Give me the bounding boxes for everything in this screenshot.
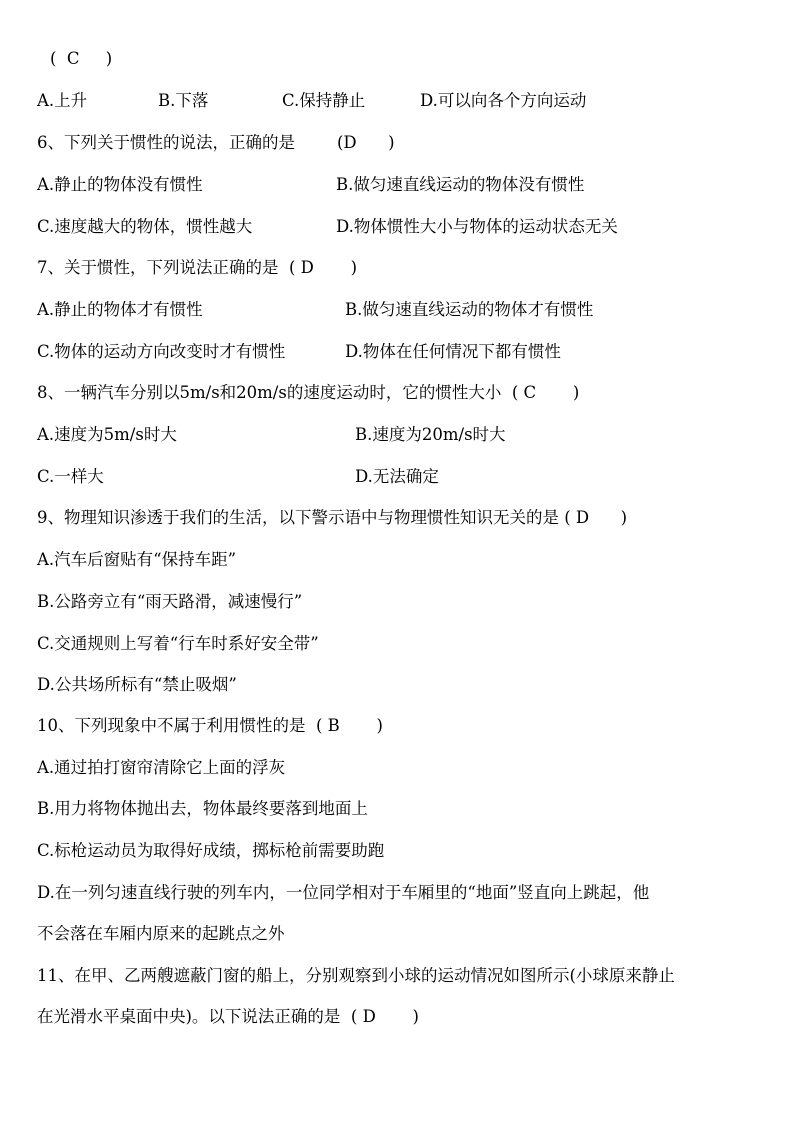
q5-option-b: B.下落	[158, 91, 209, 110]
q10-option-d-line1: D.在一列匀速直线行驶的列车内，一位同学相对于车厢里的“地面”竖直向上跳起，他	[37, 883, 650, 902]
q9-option-c: C.交通规则上写着“行车时系好安全带”	[37, 634, 319, 653]
q7-option-d: D.物体在任何情况下都有惯性	[345, 342, 561, 361]
q9-option-b: B.公路旁立有“雨天路滑，减速慢行”	[37, 592, 303, 611]
q6-option-b: B.做匀速直线运动的物体没有惯性	[336, 175, 585, 194]
q9-option-d: D.公共场所标有“禁止吸烟”	[37, 675, 237, 694]
q6-option-c: C.速度越大的物体，惯性越大	[37, 217, 253, 236]
q6-option-d: D.物体惯性大小与物体的运动状态无关	[336, 217, 618, 236]
q8-option-a: A.速度为5m/s时大	[37, 425, 177, 444]
q7-option-c: C.物体的运动方向改变时才有惯性	[37, 342, 286, 361]
q10-option-b: B.用力将物体抛出去，物体最终要落到地面上	[37, 799, 368, 818]
q7-stem: 7、关于惯性，下列说法正确的是 ( D )	[37, 258, 358, 277]
q5-option-a: A.上升	[37, 91, 88, 110]
q6-option-a: A.静止的物体没有惯性	[37, 175, 203, 194]
q5-option-d: D.可以向各个方向运动	[420, 91, 587, 110]
q7-option-b: B.做匀速直线运动的物体才有惯性	[345, 300, 594, 319]
q9-option-a: A.汽车后窗贴有“保持车距”	[37, 550, 237, 569]
q10-option-c: C.标枪运动员为取得好成绩，掷标枪前需要助跑	[37, 841, 385, 860]
q8-option-c: C.一样大	[37, 467, 104, 486]
q11-stem-line1: 11、在甲、乙两艘遮蔽门窗的船上，分别观察到小球的运动情况如图所示(小球原来静止	[37, 966, 675, 985]
q7-option-a: A.静止的物体才有惯性	[37, 300, 203, 319]
q9-stem: 9、物理知识渗透于我们的生活，以下警示语中与物理惯性知识无关的是 ( D )	[37, 508, 628, 527]
q6-stem: 6、下列关于惯性的说法，正确的是 (D )	[37, 133, 395, 152]
q5-option-c: C.保持静止	[282, 91, 366, 110]
q10-option-a: A.通过拍打窗帘清除它上面的浮灰	[37, 758, 286, 777]
q10-stem: 10、下列现象中不属于利用惯性的是 ( B )	[37, 716, 383, 735]
q8-option-d: D.无法确定	[355, 467, 439, 486]
q10-option-d-line2: 不会落在车厢内原来的起跳点之外	[37, 924, 285, 943]
q11-stem-line2: 在光滑水平桌面中央)。以下说法正确的是 ( D )	[37, 1007, 419, 1026]
q8-stem: 8、一辆汽车分别以5m/s和20m/s的速度运动时，它的惯性大小 ( C )	[37, 383, 580, 402]
q8-option-b: B.速度为20m/s时大	[355, 425, 506, 444]
q5-answer: ( C )	[50, 49, 113, 68]
